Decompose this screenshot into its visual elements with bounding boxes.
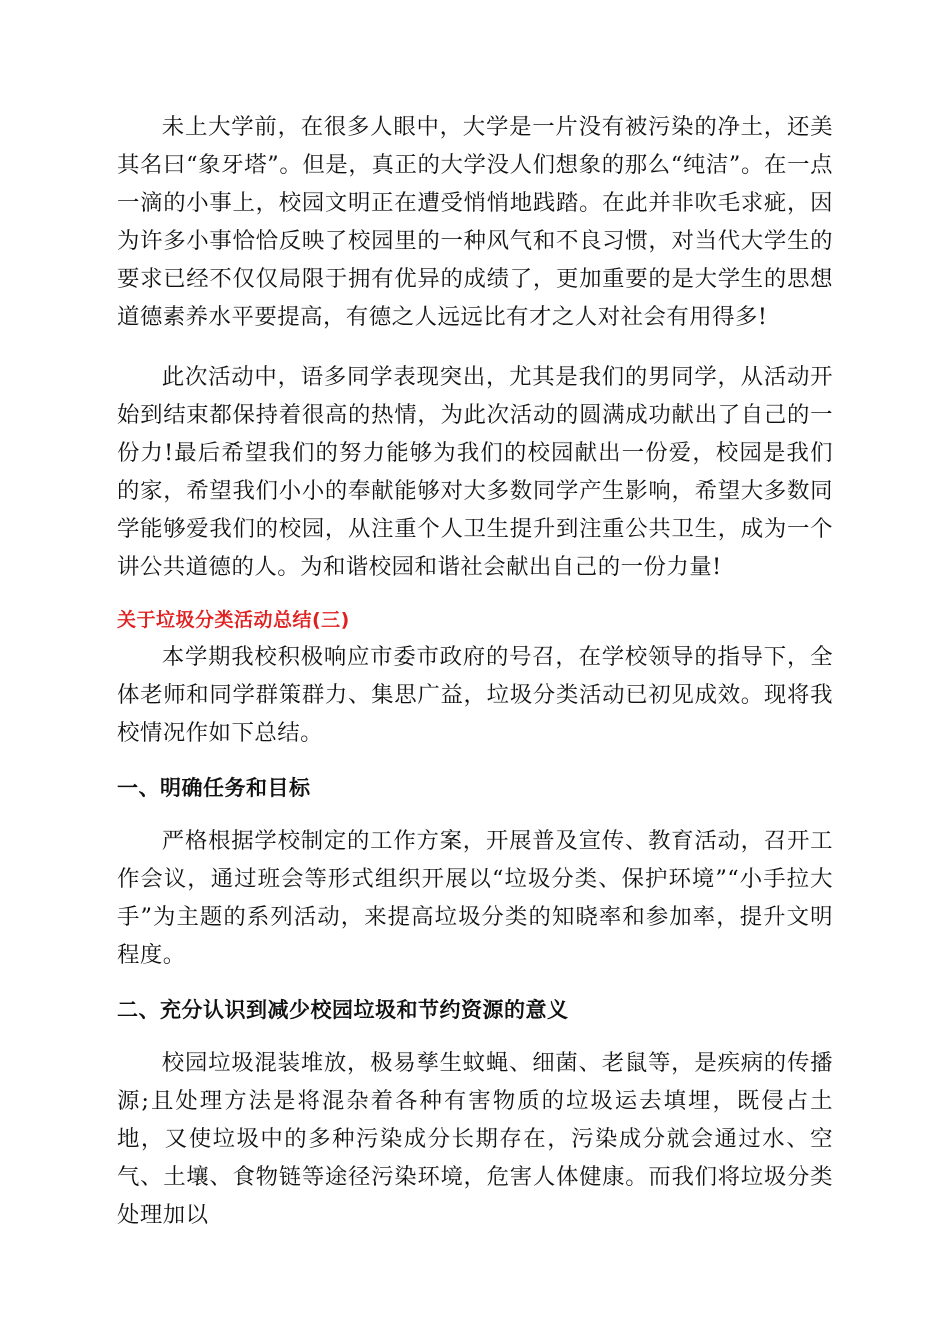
- paragraph-activity-summary: 此次活动中，语多同学表现突出，尤其是我们的男同学，从活动开始到结束都保持着很高的热情，为此次活动的圆满成功献出了自己的一份力!最后希望我们的努力能够为我们的校园献出一份爱，校园是我们的家，希望我们小小的奉献能够对大多数同学产生影响，希望大多数同学能够爱我们的校园，从注重个人卫生提升到注重公共卫生，成为一个讲公共道德的人。为和谐校园和谐社会献出自己的一份力量!: [117, 364, 833, 580]
- spacer: [117, 1024, 833, 1044]
- spacer: [117, 586, 833, 606]
- section-title: 关于垃圾分类活动总结(三): [117, 609, 350, 631]
- spacer: [117, 752, 833, 774]
- document-page: [117, 108, 833, 1234]
- spacer: [117, 336, 833, 358]
- paragraph-tasks: 严格根据学校制定的工作方案，开展普及宣传、教育活动，召开工作会议，通过班会等形式组织开展以“垃圾分类、保护环境”“小手拉大手”为主题的系列活动，来提高垃圾分类的知晓率和参加率，提升文明程度。: [117, 828, 833, 968]
- paragraph-campus-civility: 未上大学前，在很多人眼中，大学是一片没有被污染的净土，还美其名曰“象牙塔”。但是，真正的大学没人们想象的那么“纯洁”。在一点一滴的小事上，校园文明正在遭受悄悄地践踏。在此并非吹毛求疵，因为许多小事恰恰反映了校园里的一种风气和不良习惯，对当代大学生的要求已经不仅仅局限于拥有优异的成绩了，更加重要的是大学生的思想道德素养水平要提高，有德之人远远比有才之人对社会有用得多!: [117, 114, 833, 330]
- heading-tasks-goals: 一、明确任务和目标: [117, 776, 311, 800]
- spacer: [117, 802, 833, 822]
- heading-significance: 二、充分认识到减少校园垃圾和节约资源的意义: [117, 998, 569, 1022]
- paragraph-significance: 校园垃圾混装堆放，极易孳生蚊蝇、细菌、老鼠等，是疾病的传播源;且处理方法是将混杂着各种有害物质的垃圾运去填埋，既侵占土地，又使垃圾中的多种污染成分长期存在，污染成分就会通过水、空气、土壤、食物链等途径污染环境，危害人体健康。而我们将垃圾分类处理加以: [117, 1050, 833, 1228]
- paragraph-intro: 本学期我校积极响应市委市政府的号召，在学校领导的指导下，全体老师和同学群策群力、集思广益，垃圾分类活动已初见成效。现将我校情况作如下总结。: [117, 644, 833, 746]
- spacer: [117, 974, 833, 996]
